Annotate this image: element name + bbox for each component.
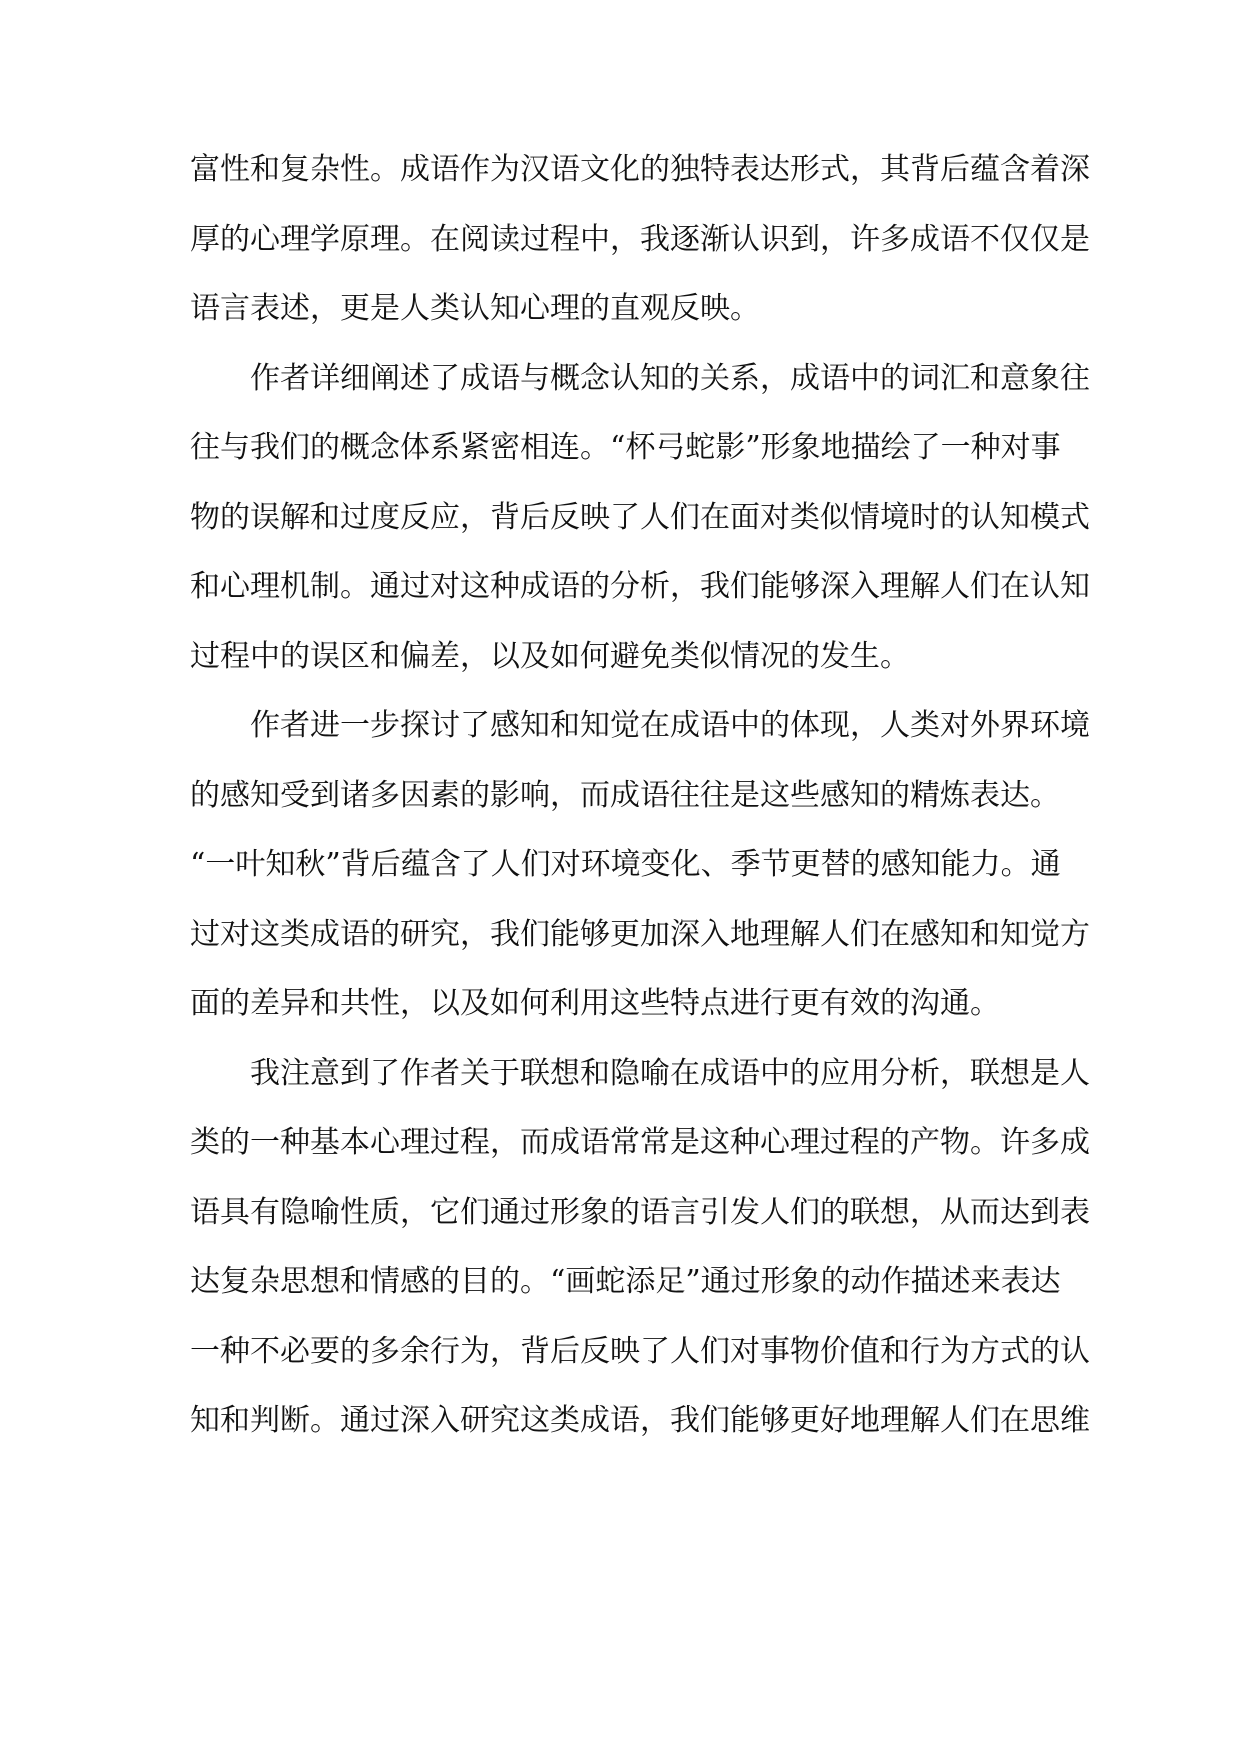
text-line: 物的误解和过度反应，背后反映了人们在面对类似情境时的认知模式 [190, 499, 1090, 535]
text-line: 和心理机制。通过对这种成语的分析，我们能够深入理解人们在认知 [190, 569, 1090, 604]
text-line: 作者详细阐述了成语与概念认知的关系，成语中的词汇和意象往 [250, 360, 1090, 396]
text-line: 达复杂思想和情感的目的。“画蛇添足”通过形象的动作描述来表达 [190, 1264, 1061, 1299]
text-line: 面的差异和共性，以及如何利用这些特点进行更有效的沟通。 [190, 986, 1000, 1021]
text-line: 厚的心理学原理。在阅读过程中，我逐渐认识到，许多成语不仅仅是 [190, 221, 1090, 257]
text-line: 过程中的误区和偏差，以及如何避免类似情况的发生。 [190, 638, 910, 674]
text-line: 我注意到了作者关于联想和隐喻在成语中的应用分析，联想是人 [250, 1055, 1090, 1091]
text-line: 知和判断。通过深入研究这类成语，我们能够更好地理解人们在思维 [190, 1403, 1090, 1438]
text-line: 往与我们的概念体系紧密相连。“杯弓蛇影”形象地描绘了一种对事 [190, 430, 1061, 465]
text-line: 作者进一步探讨了感知和知觉在成语中的体现，人类对外界环境 [250, 708, 1090, 743]
text-line: 语言表述，更是人类认知心理的直观反映。 [190, 291, 760, 326]
body-text [190, 135, 1090, 1456]
text-line: “一叶知秋”背后蕴含了人们对环境变化、季节更替的感知能力。通 [190, 847, 1061, 882]
text-line: 的感知受到诸多因素的影响，而成语往往是这些感知的精炼表达。 [190, 777, 1060, 813]
text-line: 类的一种基本心理过程，而成语常常是这种心理过程的产物。许多成 [190, 1125, 1090, 1160]
text-line: 过对这类成语的研究，我们能够更加深入地理解人们在感知和知觉方 [190, 916, 1090, 952]
text-line: 一种不必要的多余行为，背后反映了人们对事物价值和行为方式的认 [190, 1333, 1090, 1369]
text-line: 富性和复杂性。成语作为汉语文化的独特表达形式，其背后蕴含着深 [190, 152, 1090, 187]
text-line: 语具有隐喻性质，它们通过形象的语言引发人们的联想，从而达到表 [190, 1194, 1090, 1230]
